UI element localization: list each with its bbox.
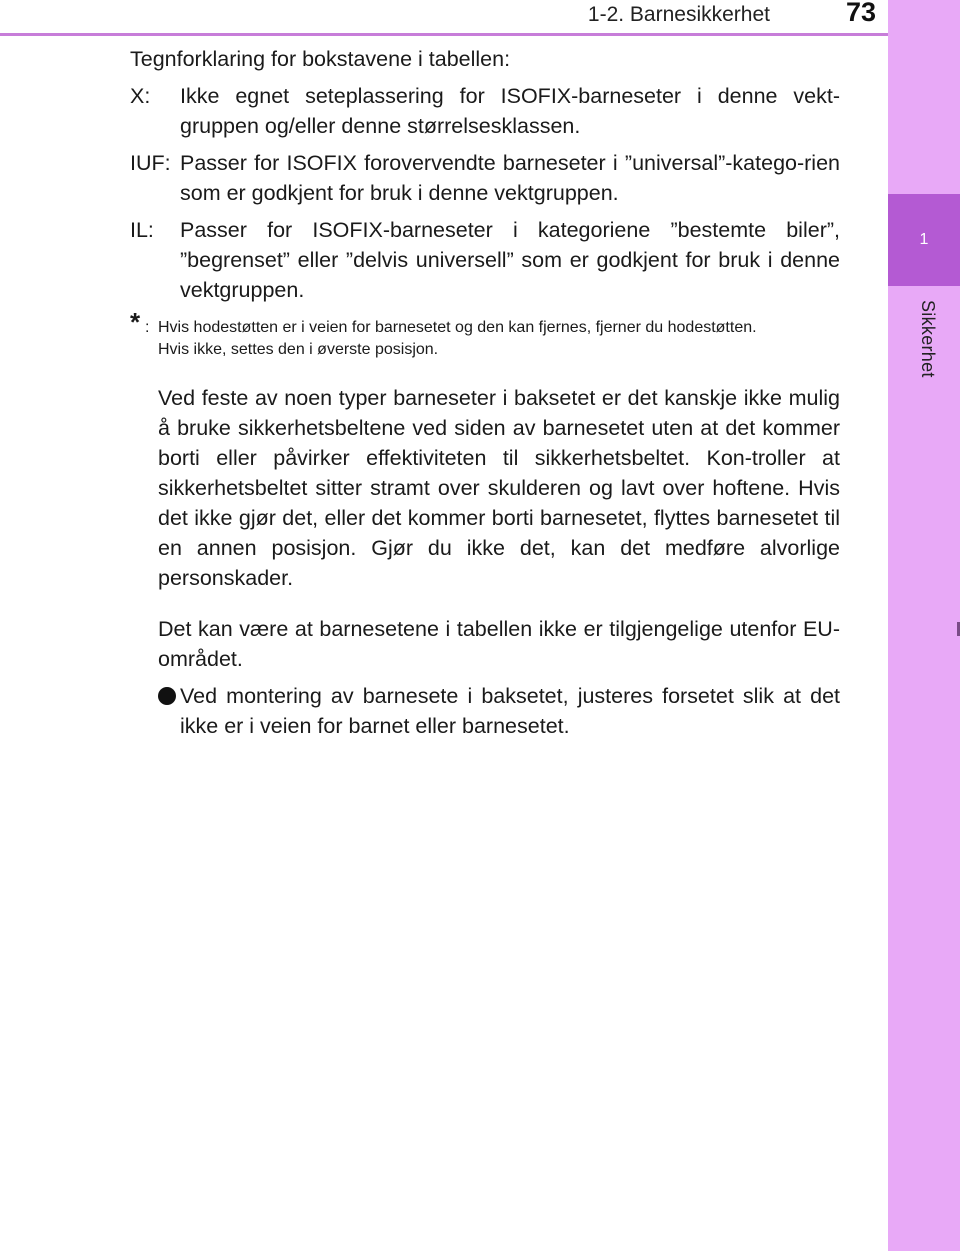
body-paragraph: Det kan være at barnesetene i tabellen ikke er tilgjengelige utenfor EU-området. (158, 617, 840, 671)
footnote-line-2: Hvis ikke, settes den i øverste posisjon. (158, 341, 439, 358)
legend-item-il (130, 215, 840, 305)
footnote-line-1: Hvis hodestøtten er i veien for barnesetet og den kan fjernes, fjerner du hodestøtten. (158, 319, 757, 336)
bullet-dot-icon (158, 687, 176, 705)
page-header (0, 0, 888, 34)
bullet-item (130, 681, 840, 741)
legend-key: IL: (130, 218, 154, 242)
legend-item-x (130, 81, 840, 141)
legend-text: Passer for ISOFIX-barneseter i kategoriene ”bestemte biler”, ”begrenset” eller ”delvis universell” som er godkjent for bruk i denne vektgruppen. (180, 218, 840, 302)
section-title: 1-2. Barnesikkerhet (587, 3, 770, 26)
legend-text: Passer for ISOFIX forovervendte barneseter i ”universal”-katego-rien som er godkjent for bruk i denne vektgruppen. (180, 151, 840, 205)
legend-text: Ikke egnet seteplassering for ISOFIX-barneseter i denne vekt-gruppen og/eller denne størrelsesklassen. (180, 84, 840, 138)
side-tab-strip (888, 0, 960, 1251)
legend-item-iuf (130, 148, 840, 208)
footnote-separator: : (145, 319, 150, 336)
header-rule (0, 33, 888, 36)
page-content (130, 44, 840, 741)
legend-key: X: (130, 84, 151, 108)
page-number: 73 (845, 0, 876, 27)
legend-title: Tegnforklaring for bokstavene i tabellen: (130, 47, 511, 71)
footnote-asterisk: * (130, 307, 141, 337)
body-paragraph: Ved feste av noen typer barneseter i baksetet er det kanskje ikke mulig å bruke sikkerhetsbeltene ved siden av barnesetet uten at det kommer borti eller påvirker effektiviteten til sikkerhetsbeltet. Kon-troller at sikkerhetsbeltet sitter stramt over skulderen og lavt over hoftene. Hvis det ikke gjør det, eller det kommer borti barnesetet, flyttes barnesetet til en annen posisjon. Gjør du ikke det, kan det medføre alvorlige personskader. (158, 385, 840, 590)
chapter-tab[interactable]: 1 (888, 194, 960, 286)
footnote (130, 307, 840, 361)
legend-key: IUF: (130, 151, 171, 175)
bullet-text: Ved montering av barnesete i baksetet, justeres forsetet slik at det ikke er i veien for barnet eller barnesetet. (180, 684, 840, 738)
chapter-label: Sikkerhet (918, 300, 938, 378)
